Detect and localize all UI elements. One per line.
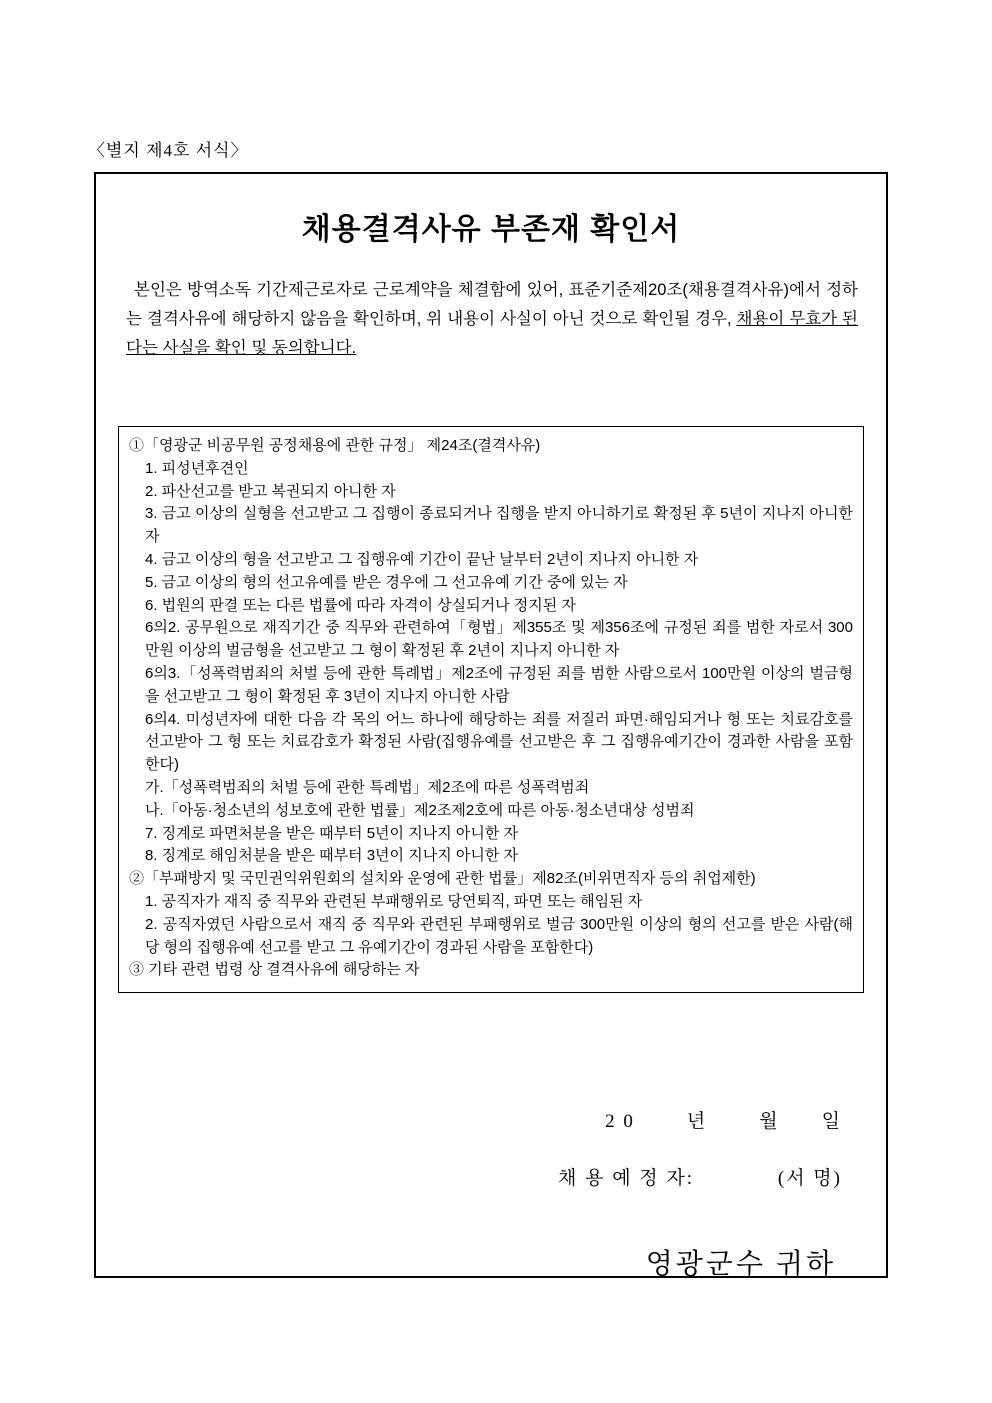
- form-number-tag: 〈별지 제4호 서식〉: [88, 141, 249, 160]
- document-body: [96, 204, 886, 1306]
- date-year-value: 2 0: [605, 1111, 635, 1132]
- signer-line: [118, 1163, 864, 1190]
- clause-item: 6. 법원의 판결 또는 다른 법률에 따라 자격이 상실되거나 정지된 자: [145, 596, 576, 614]
- clause-list-box: [118, 426, 864, 993]
- intro-text-underlined: 채용이 무효가 된다는 사실을 확인 및 동의합니다.: [126, 309, 858, 357]
- clause-item: ②「부패방지 및 국민권익위원회의 설치와 운영에 관한 법률」제82조(비위면직자 등의 취업제한): [129, 870, 756, 888]
- clause-item: 1. 공직자가 재직 중 직무와 관련된 부패행위로 당연퇴직, 파면 또는 해임된 자: [145, 892, 643, 910]
- signature-mark: (서 명): [777, 1168, 842, 1189]
- clause-item: 나.「아동·청소년의 성보호에 관한 법률」제2조제2호에 따른 아동·청소년대상 성범죄: [145, 801, 695, 819]
- addressee-line: 영광군수 귀하: [645, 1249, 836, 1280]
- clause-item: 2. 파산선고를 받고 복권되지 아니한 자: [145, 482, 396, 500]
- intro-paragraph: [118, 276, 864, 363]
- clause-item: 4. 금고 이상의 형을 선고받고 그 집행유예 기간이 끝난 날부터 2년이 지나지 아니한 자: [145, 550, 699, 568]
- signature-area: [118, 1106, 864, 1288]
- page-title: 채용결격사유 부존재 확인서: [301, 213, 681, 246]
- date-day-label: 일: [821, 1111, 842, 1132]
- document-frame: [94, 172, 888, 1278]
- date-line: [118, 1106, 864, 1133]
- clause-item: 2. 공직자였던 사람으로서 재직 중 직무와 관련된 부패행위로 벌금 300만원 이상의 형의 선고를 받은 사람(해당 형의 집행유예 선고를 받고 그 유예기간이 경과된 사람을 포함한다): [145, 915, 853, 956]
- clause-item: 6의4. 미성년자에 대한 다음 각 목의 어느 하나에 해당하는 죄를 저질러 파면·해임되거나 형 또는 치료감호를 선고받아 그 형 또는 치료감호가 확정된 사람(집행유예를 선고받은 후 그 집행유예기간이 경과한 사람을 포함한다): [145, 710, 853, 774]
- clause-item: 가.「성폭력범죄의 처벌 등에 관한 특례법」제2조에 따른 성폭력범죄: [145, 778, 590, 796]
- clause-item: 6의3.「성폭력범죄의 처벌 등에 관한 특례법」제2조에 규정된 죄를 범한 사람으로서 100만원 이상의 벌금형을 선고받고 그 형이 확정된 후 3년이 지나지 아니한 사람: [145, 664, 853, 705]
- clause-item: 3. 금고 이상의 실형을 선고받고 그 집행이 종료되거나 집행을 받지 아니하기로 확정된 후 5년이 지나지 아니한 자: [145, 505, 853, 546]
- date-year-label: 년: [686, 1111, 708, 1132]
- clause-item: 5. 금고 이상의 형의 선고유예를 받은 경우에 그 선고유예 기간 중에 있는 자: [145, 573, 628, 591]
- clause-item: ③ 기타 관련 법령 상 결격사유에 해당하는 자: [129, 961, 420, 979]
- signer-label: 채 용 예 정 자:: [558, 1168, 695, 1189]
- clause-item: ①「영광군 비공무원 공정채용에 관한 규정」 제24조(결격사유): [129, 437, 541, 454]
- clause-item: 6의2. 공무원으로 재직기간 중 직무와 관련하여「형법」제355조 및 제356조에 규정된 죄를 범한 자로서 300만원 이상의 벌금형을 선고받고 그 형이 확정된 후 2년이 지나지 아니한 자: [145, 619, 853, 660]
- date-month-label: 월: [759, 1111, 780, 1132]
- clause-item: 8. 징계로 해임처분을 받은 때부터 3년이 지나지 아니한 자: [145, 847, 518, 865]
- clause-item: 7. 징계로 파면처분을 받은 때부터 5년이 지나지 아니한 자: [145, 824, 518, 842]
- intro-text-part1: 본인은 방역소독 기간제근로자로 근로계약을 체결함에 있어, 표준기준제20조(채용결격사유)에서 정하는 결격사유에 해당하지 않음을 확인하며, 위 내용이 사실이 아닌 것으로 확인될 경우,: [126, 281, 858, 328]
- clause-item: 1. 피성년후견인: [145, 459, 249, 477]
